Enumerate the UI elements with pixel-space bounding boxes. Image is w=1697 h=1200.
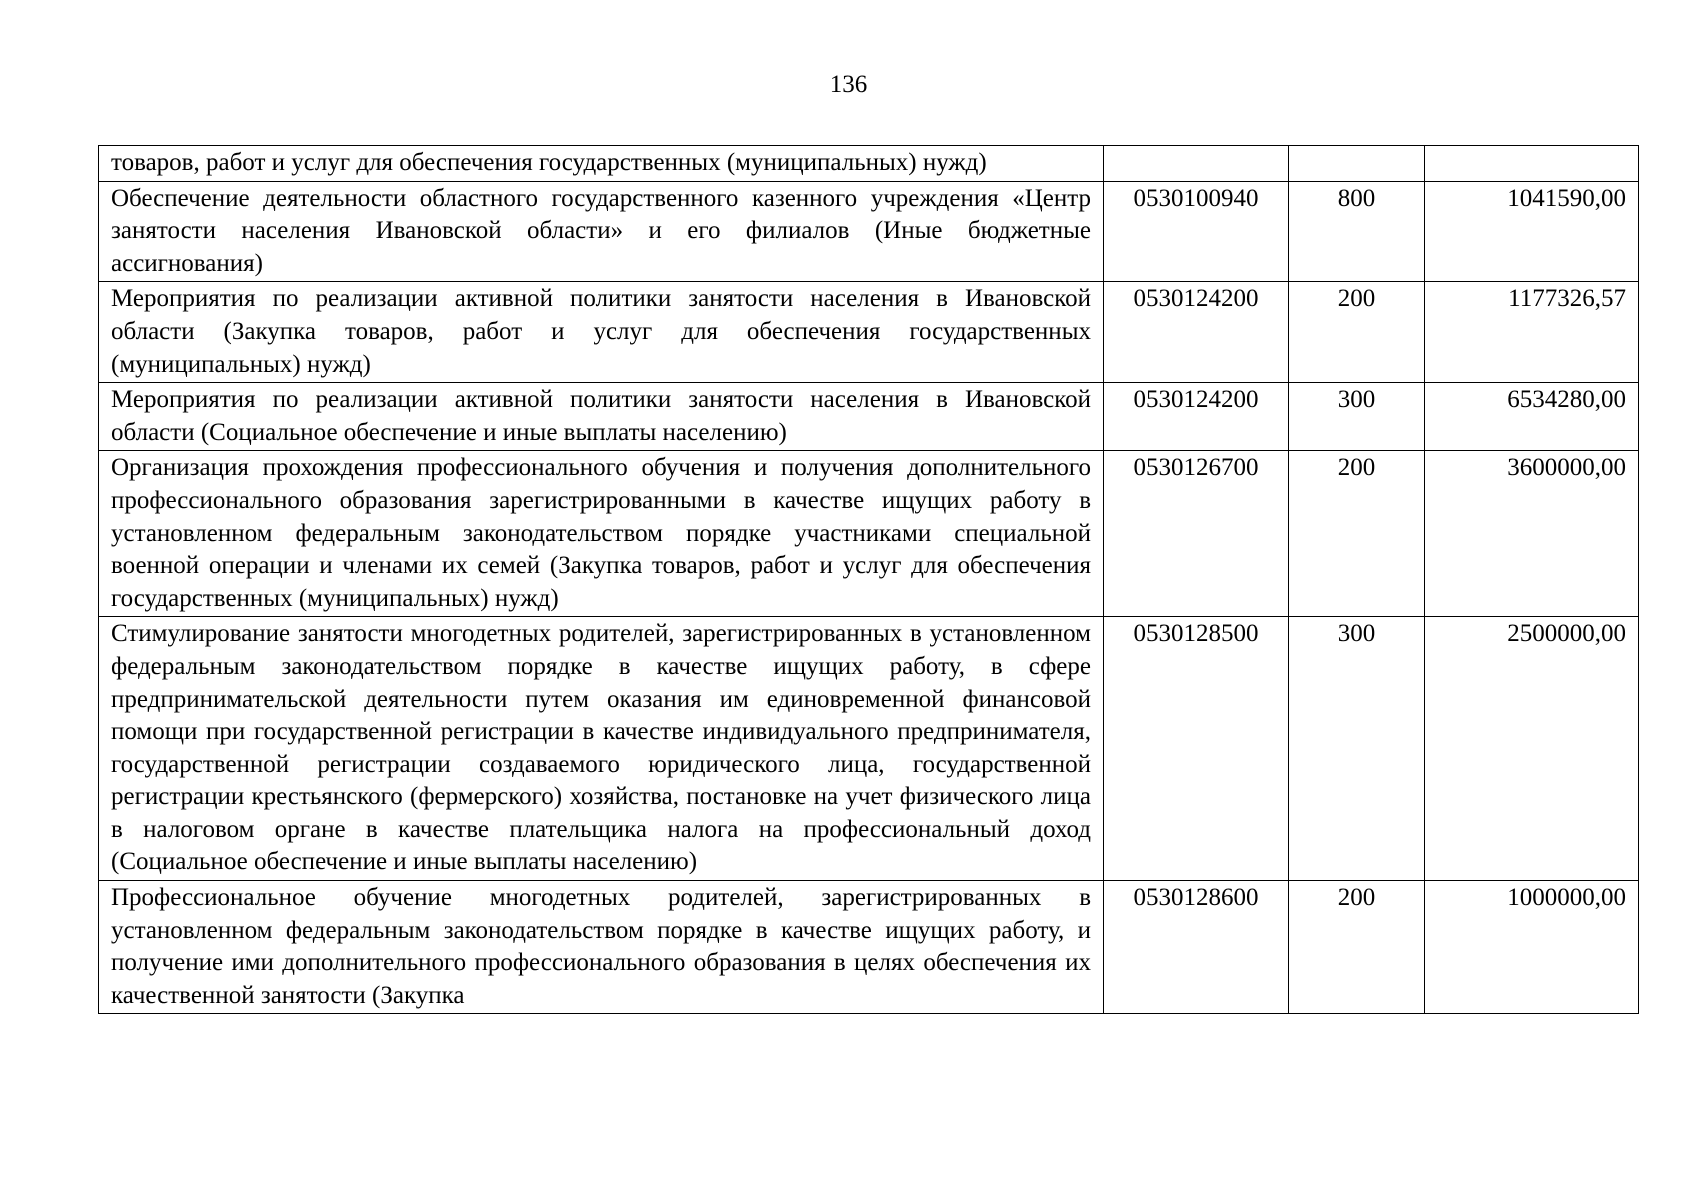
table-row xyxy=(99,383,1639,451)
expense-type-cell: 200 xyxy=(1289,881,1425,1014)
description-cell: Мероприятия по реализации активной политики занятости населения в Ивановской области (Закупка товаров, работ и услуг для обеспечения государственных (муниципальных) нужд) xyxy=(99,282,1104,383)
table-row xyxy=(99,617,1639,881)
amount-cell: 3600000,00 xyxy=(1425,451,1639,617)
budget-table xyxy=(98,145,1639,1014)
amount-cell: 1177326,57 xyxy=(1425,282,1639,383)
target-code-cell: 0530128500 xyxy=(1104,617,1289,881)
description-cell: Организация прохождения профессионального обучения и получения дополнительного профессионального образования зарегистрированными в качестве ищущих работу в установленном федеральным законодательством порядке участниками специальной военной операции и членами их семей (Закупка товаров, работ и услуг для обеспечения государственных (муниципальных) нужд) xyxy=(99,451,1104,617)
expense-type-cell xyxy=(1289,146,1425,182)
amount-cell: 6534280,00 xyxy=(1425,383,1639,451)
target-code-cell: 0530128600 xyxy=(1104,881,1289,1014)
target-code-cell: 0530124200 xyxy=(1104,383,1289,451)
amount-cell: 1041590,00 xyxy=(1425,181,1639,282)
description-cell: Обеспечение деятельности областного государственного казенного учреждения «Центр занятости населения Ивановской области» и его филиалов (Иные бюджетные ассигнования) xyxy=(99,181,1104,282)
amount-cell xyxy=(1425,146,1639,182)
expense-type-cell: 300 xyxy=(1289,383,1425,451)
description-cell: Стимулирование занятости многодетных родителей, зарегистрированных в установленном федеральным законодательством порядке в качестве ищущих работу, в сфере предпринимательской деятельности путем оказания им единовременной финансовой помощи при государственной регистрации в качестве индивидуального предпринимателя, государственной регистрации создаваемого юридического лица, государственной регистрации крестьянского (фермерского) хозяйства, постановке на учет физического лица в налоговом органе в качестве плательщика налога на профессиональный доход (Социальное обеспечение и иные выплаты населению) xyxy=(99,617,1104,881)
description-cell: Профессиональное обучение многодетных родителей, зарегистрированных в установленном федеральным законодательством порядке в качестве ищущих работу, и получение ими дополнительного профессионального образования в целях обеспечения их качественной занятости (Закупка xyxy=(99,881,1104,1014)
amount-cell: 1000000,00 xyxy=(1425,881,1639,1014)
target-code-cell: 0530126700 xyxy=(1104,451,1289,617)
expense-type-cell: 200 xyxy=(1289,282,1425,383)
table-row xyxy=(99,181,1639,282)
table-row xyxy=(99,881,1639,1014)
table-row xyxy=(99,146,1639,182)
amount-cell: 2500000,00 xyxy=(1425,617,1639,881)
page-number: 136 xyxy=(829,71,868,98)
expense-type-cell: 200 xyxy=(1289,451,1425,617)
expense-type-cell: 300 xyxy=(1289,617,1425,881)
target-code-cell: 0530124200 xyxy=(1104,282,1289,383)
table-row xyxy=(99,451,1639,617)
description-cell: товаров, работ и услуг для обеспечения государственных (муниципальных) нужд) xyxy=(99,146,1104,182)
target-code-cell xyxy=(1104,146,1289,182)
expense-type-cell: 800 xyxy=(1289,181,1425,282)
description-cell: Мероприятия по реализации активной политики занятости населения в Ивановской области (Социальное обеспечение и иные выплаты населению) xyxy=(99,383,1104,451)
table-row xyxy=(99,282,1639,383)
target-code-cell: 0530100940 xyxy=(1104,181,1289,282)
